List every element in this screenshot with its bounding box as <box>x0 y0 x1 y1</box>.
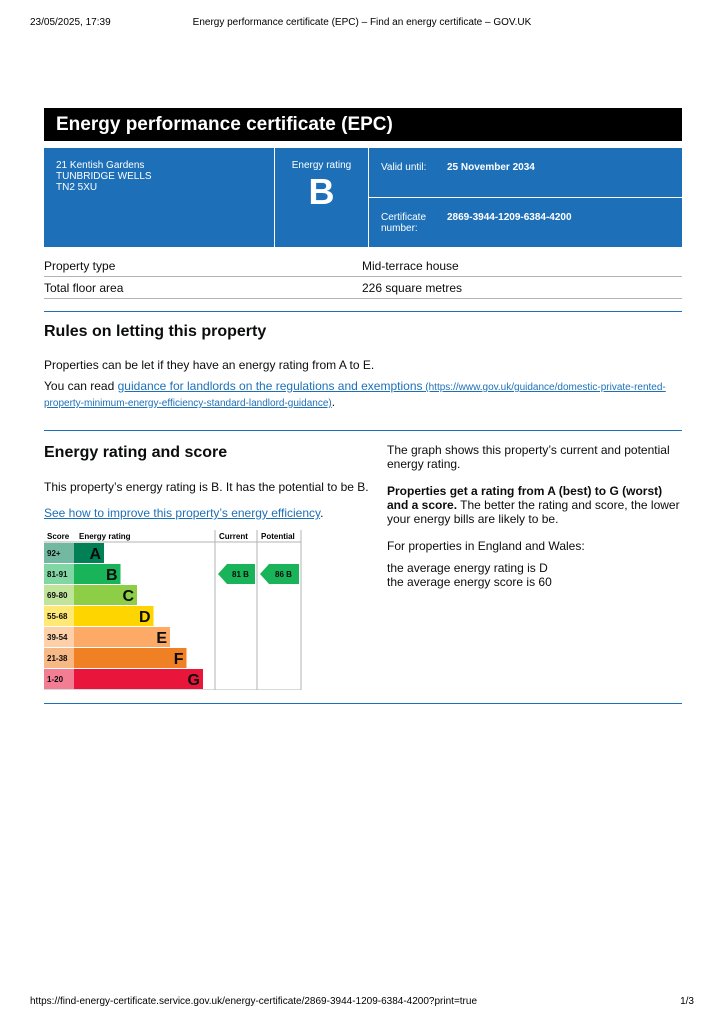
average-score: the average energy score is 60 <box>387 575 552 589</box>
chart-band-letter: G <box>187 672 200 689</box>
improve-link-suffix: . <box>320 506 324 520</box>
summary-row-floor-area <box>44 277 682 299</box>
letting-paragraph: Properties can be let if they have an energy rating from A to E. <box>44 358 375 372</box>
summary-value: Mid-terrace house <box>362 258 459 273</box>
valid-until-row <box>369 148 682 197</box>
certificate-meta <box>369 148 682 247</box>
summary-key: Property type <box>44 258 116 273</box>
summary-value: 226 square metres <box>362 280 463 295</box>
chart-band-bar-g <box>74 669 203 689</box>
chart-score-label: 21-38 <box>47 654 68 663</box>
print-footer <box>30 996 694 1010</box>
chart-band-letter: F <box>173 651 184 668</box>
property-address <box>44 148 275 247</box>
energy-rating-section <box>44 443 682 690</box>
letting-rules-section <box>44 322 682 411</box>
epc-rating-graph <box>44 530 302 690</box>
epc-title: Energy performance certificate (EPC) <box>44 108 682 141</box>
energy-rating-box <box>275 148 369 247</box>
averages-intro: For properties in England and Wales: <box>387 539 585 553</box>
epc-rating-chart <box>44 530 302 690</box>
chart-score-label: 55-68 <box>47 612 68 621</box>
chart-score-label: 39-54 <box>47 633 68 642</box>
summary-row-property-type <box>44 255 682 277</box>
chart-header-score: Score <box>47 532 70 541</box>
page-count: 1/3 <box>680 996 694 1007</box>
address-line: 21 Kentish Gardens <box>56 160 145 171</box>
certificate-number-label: Certificate number: <box>381 212 427 234</box>
address-line: TN2 5XU <box>56 182 98 193</box>
valid-until-label: Valid until: <box>381 162 427 173</box>
valid-until-value: 25 November 2034 <box>447 162 535 173</box>
averages-list <box>387 561 682 589</box>
chart-header-current: Current <box>219 532 248 541</box>
chart-band-letter: D <box>138 609 151 626</box>
summary-key: Total floor area <box>44 280 124 295</box>
energy-rating-label: Energy rating <box>291 160 352 171</box>
chart-band-letter: A <box>89 546 101 563</box>
graph-explanation: The graph shows this property’s current and potential energy rating. <box>387 443 670 471</box>
certificate-number-row <box>369 197 682 247</box>
rating-scale-bold: Properties get a rating from A (best) to G (worst) and a score. <box>387 484 663 512</box>
section-divider <box>44 311 682 312</box>
rating-scale-paragraph <box>387 484 682 526</box>
energy-rating-letter: B <box>308 171 335 212</box>
chart-score-label: 81-91 <box>47 570 68 579</box>
guidance-suffix: . <box>331 395 336 409</box>
rating-scale-rest: The better the rating and score, the lower your energy bills are likely to be. <box>387 498 680 526</box>
landlord-guidance-link[interactable] <box>44 379 666 409</box>
chart-band-letter: E <box>156 630 167 647</box>
main-content <box>44 108 682 704</box>
rating-paragraph: This property’s energy rating is B. It has the potential to be B. <box>44 480 369 494</box>
letting-guidance-paragraph <box>44 379 682 411</box>
letting-heading: Rules on letting this property <box>44 323 267 340</box>
chart-header-rating: Energy rating <box>79 532 131 541</box>
chart-band-letter: B <box>105 567 118 584</box>
chart-band-letter: C <box>122 588 134 605</box>
improve-efficiency-link[interactable]: See how to improve this property’s energy efficiency <box>44 506 321 520</box>
chart-band-bar-f <box>74 648 187 668</box>
print-page-title: Energy performance certificate (EPC) – Find an energy certificate – GOV.UK <box>192 17 532 28</box>
section-divider <box>44 430 682 431</box>
chart-score-label: 69-80 <box>47 591 68 600</box>
guidance-prefix: You can read <box>44 379 118 393</box>
improve-paragraph <box>44 506 387 520</box>
section-divider <box>44 703 682 704</box>
chart-score-label: 92+ <box>47 549 61 558</box>
chart-header-potential: Potential <box>261 532 295 541</box>
chart-score-label: 1-20 <box>47 675 64 684</box>
guidance-link-text: guidance for landlords on the regulations and exemptions <box>117 379 423 393</box>
print-url: https://find-energy-certificate.service.gov.uk/energy-certificate/2869-3944-1209-6384-4200?print=true <box>30 996 478 1007</box>
certificate-number-value: 2869-3944-1209-6384-4200 <box>447 212 572 223</box>
guidance-link-url: (https://www.gov.uk/guidance/domestic-private-rented-property-minimum-energy-efficiency-standard-landlord-guidance) <box>44 382 666 409</box>
rating-left-column <box>44 443 387 690</box>
address-line: TUNBRIDGE WELLS <box>56 171 152 182</box>
epc-summary-box <box>44 148 682 247</box>
rating-right-column <box>387 443 682 690</box>
chart-current-rating-label: 81 B <box>232 570 249 579</box>
print-datetime: 23/05/2025, 17:39 <box>30 17 111 28</box>
property-summary-list <box>44 255 682 299</box>
print-header <box>30 17 694 31</box>
rating-heading: Energy rating and score <box>44 444 228 461</box>
chart-potential-rating-label: 86 B <box>275 570 292 579</box>
average-rating: the average energy rating is D <box>387 561 548 575</box>
